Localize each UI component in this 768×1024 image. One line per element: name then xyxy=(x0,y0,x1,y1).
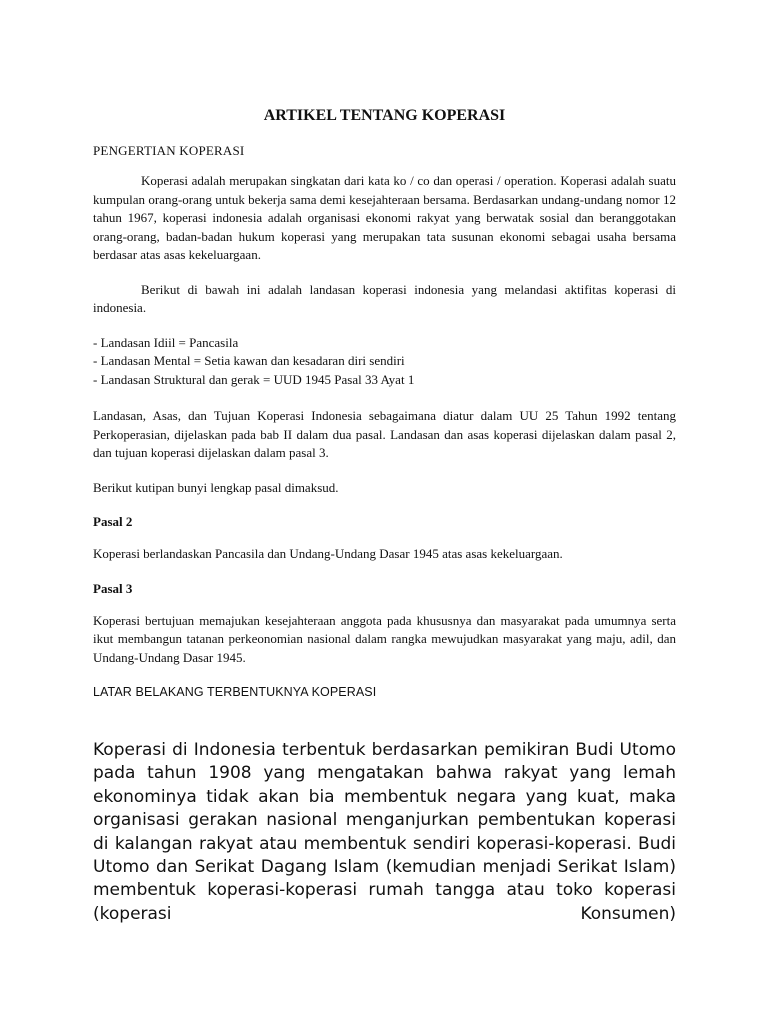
latar-paragraph: Koperasi di Indonesia terbentuk berdasarkan pemikiran Budi Utomo pada tahun 1908 yang mengatakan bahwa rakyat yang lemah ekonominya tidak akan bia membentuk negara yang kuat, maka organisasi gerakan nasional menganjurkan pembentukan koperasi di kalangan rakyat atau membentuk sendiri koperasi-koperasi. Budi Utomo dan Serikat Dagang Islam (kemudian menjadi Serikat Islam) membentuk koperasi-koperasi rumah tangga atau toko koperasi (koperasi Konsumen) xyxy=(93,740,676,924)
list-item: - Landasan Idiil = Pancasila xyxy=(93,334,239,350)
list-item: - Landasan Struktural dan gerak = UUD 1945 Pasal 33 Ayat 1 xyxy=(93,371,415,387)
uu-paragraph: Landasan, Asas, dan Tujuan Koperasi Indonesia sebagaimana diatur dalam UU 25 Tahun 1992 tentang Perkoperasian, dijelaskan pada bab II dalam dua pasal. Landasan dan asas koperasi dijelaskan dalam pasal 2, dan tujuan koperasi dijelaskan dalam pasal 3. xyxy=(93,408,676,460)
latar-heading: LATAR BELAKANG TERBENTUKNYA KOPERASI xyxy=(93,685,377,699)
list-item: - Landasan Mental = Setia kawan dan kesadaran diri sendiri xyxy=(93,353,405,368)
document-content xyxy=(93,106,676,926)
pasal-3-text: Koperasi bertujuan memajukan kesejahteraan anggota pada khususnya dan masyarakat pada umumnya serta ikut membangun tatanan perkeonomian nasional dalam rangka mewujudkan masyarakat yang maju, adil, dan Undang-Undang Dasar 1945. xyxy=(93,612,676,665)
document-title: ARTIKEL TENTANG KOPERASI xyxy=(263,107,506,124)
pengertian-paragraph: Koperasi adalah merupakan singkatan dari kata ko / co dan operasi / operation. Koperasi adalah suatu kumpulan orang-orang untuk bekerja sama demi kesejahteraan bersama. Berdasarkan undang-undang nomor 12 tahun 1967, koperasi indonesia adalah organisasi ekonomi rakyat yang berwatak sosial dan beranggotakan orang-orang, badan-badan hukum koperasi yang merupakan tata susunan ekonomi sebagai usaha bersama berdasar atas asas kekeluargaan. xyxy=(93,173,676,262)
pasal-3-heading: Pasal 3 xyxy=(93,580,133,596)
kutipan-paragraph: Berikut kutipan bunyi lengkap pasal dimaksud. xyxy=(93,479,339,495)
pengertian-heading: PENGERTIAN KOPERASI xyxy=(93,143,245,158)
landasan-intro-paragraph: Berikut di bawah ini adalah landasan koperasi indonesia yang melandasi aktifitas koperasi di indonesia. xyxy=(93,281,676,315)
pasal-2-heading: Pasal 2 xyxy=(93,514,133,529)
pasal-2-text: Koperasi berlandaskan Pancasila dan Undang-Undang Dasar 1945 atas asas kekeluargaan. xyxy=(93,546,563,561)
landasan-list xyxy=(93,334,676,390)
